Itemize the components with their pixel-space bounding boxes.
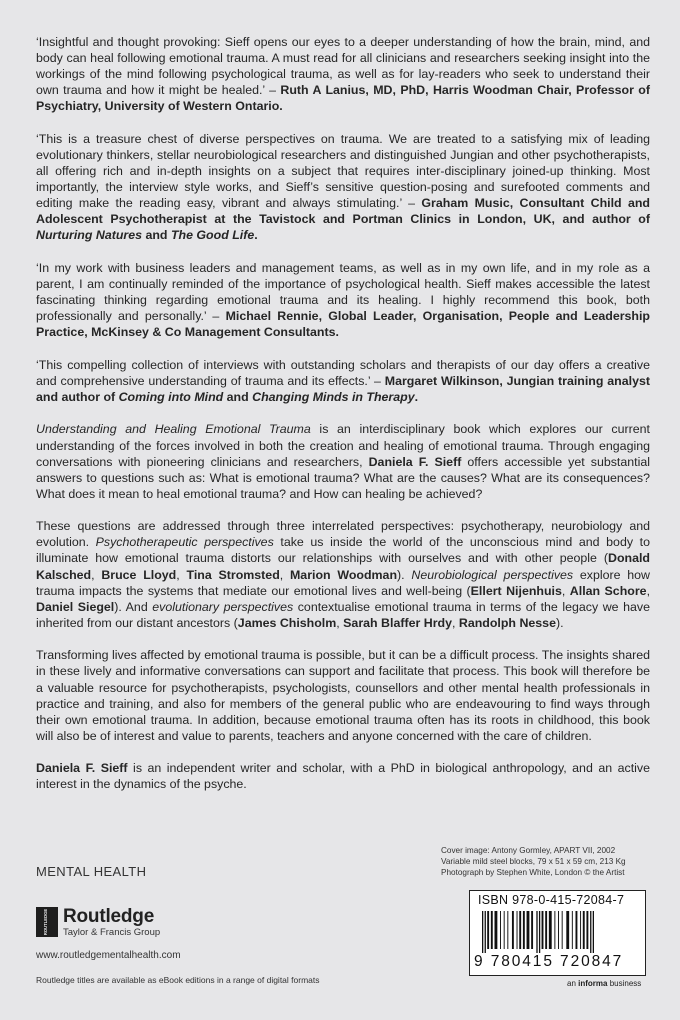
barcode-bar <box>576 911 578 949</box>
endorsement-author: Ruth A Lanius, MD, PhD, Harris Woodman Chair, Professor of Psychiatry, University of Western Ontario. <box>36 83 650 114</box>
informa-business: an informa business <box>567 979 642 988</box>
barcode-bar <box>566 911 569 949</box>
ebook-note: Routledge titles are available as eBook editions in a range of digital formats <box>36 975 320 985</box>
routledge-logo <box>36 907 160 938</box>
publisher-group: Taylor & Francis Group <box>63 927 161 938</box>
barcode-bar <box>590 911 591 953</box>
barcode-bar <box>593 911 594 953</box>
barcode-bar <box>572 911 573 949</box>
barcode-bar <box>485 911 486 953</box>
transforming-paragraph: Transforming lives affected by emotional trauma is possible, but it can be a difficult process. The insights shared in these lively and informative conversations can support and facilitate that process. This book will therefore be a valuable resource for psychotherapists, psychologists, counsellors and other mental health professionals in practice and training, and also for members of the general public who are endeavouring to find ways through their own emotional trauma. In addition, because emotional trauma often has its roots in childhood, this book will also be of interest and value to parents, teachers and anyone concerned with the care of children. <box>36 648 650 743</box>
barcode-box <box>469 890 646 976</box>
barcode-bar <box>491 911 493 949</box>
routledge-logo-icon <box>36 907 58 937</box>
barcode-bar <box>539 911 540 953</box>
book-title: Understanding and Healing Emotional Trauma <box>36 422 311 437</box>
barcode-bar <box>549 911 552 949</box>
isbn-label: ISBN 978-0-415-72084-7 <box>478 893 625 907</box>
barcode-bar <box>583 911 585 949</box>
barcode-bar <box>487 911 489 949</box>
endorsement-author: Michael Rennie, Global Leader, Organisation, People and Leadership Practice, McKinsey & Co Management Consultants. <box>36 309 650 340</box>
barcode-bar <box>519 911 521 949</box>
endorsement-author: Margaret Wilkinson, Jungian training analyst and author of Coming into Mind and Changing Minds in Therapy. <box>36 373 650 404</box>
endorsement-3: ‘In my work with business leaders and management teams, as well as in my own life, and in my role as a parent, I am continually reminded of the importance of psychological health. Sieff makes accessible the latest fascinating thinking regarding emotional trauma and its healing. I highly recommend this book, both professionally and personally.’ – Michael Rennie, Global Leader, Organisation, People and Leadership Practice, McKinsey & Co Management Consultants. <box>36 260 650 340</box>
barcode-bar <box>580 911 581 949</box>
barcode-bar <box>531 911 533 949</box>
author-bio: Daniela F. Sieff is an independent writer and scholar, with a PhD in biological anthropology, and an active interest in the dynamics of the psyche. <box>36 761 650 792</box>
barcode-bar <box>558 911 559 949</box>
endorsement-1: ‘Insightful and thought provoking: Sieff opens our eyes to a deeper understanding of how the brain, mind, and body can heal following emotional trauma. A must read for all clinicians and researchers seeking insight into the workings of the mind following psychological trauma, as well as for lay-readers who seek to understand their own trauma and how it might be healed.’ – Ruth A Lanius, MD, PhD, Harris Woodman Chair, Professor of Psychiatry, University of Western Ontario. <box>36 35 650 114</box>
endorsement-4: ‘This compelling collection of interviews with outstanding scholars and therapists of our day offers a creative and comprehensive understanding of trauma and its effects.’ – Margaret Wilkinson, Jungian training analyst and author of Coming into Mind and Changing Minds in Therapy. <box>36 357 650 404</box>
perspectives-paragraph: These questions are addressed through three interrelated perspectives: psychotherapy, neurobiology and evolution. Psychotherapeutic perspectives take us inside the world of the unconscious mind and body to illuminate how emotional trauma distorts our relationships with ourselves and with other people (Donald Kalsched, Bruce Lloyd, Tina Stromsted, Marion Woodman). Neurobiological perspectives explore how trauma impacts the systems that mediate our emotional lives and well-being (Ellert Nijenhuis, Allan Schore, Daniel Siegel). And evolutionary perspectives contextualise emotional trauma in terms of the legacy we have inherited from our distant ancestors (James Chisholm, Sarah Blaffer Hrdy, Randolph Nesse). <box>36 519 651 630</box>
publisher-name: Routledge <box>63 906 155 927</box>
endorsement-author: Graham Music, Consultant Child and Adolescent Psychotherapist at the Tavistock and Portman Clinics in London, UK, and author of Nurturing Natures and The Good Life. <box>36 196 650 243</box>
barcode-bar <box>562 911 563 949</box>
endorsement-2: ‘This is a treasure chest of diverse perspectives on trauma. We are treated to a satisfying mix of leading evolutionary thinkers, stellar neurobiological researchers and distinguished Jungian and other psychotherapists, all offering rich and in-depth insights on a subject that requires inter-disciplinary joined-up thinking. Most importantly, the interview style works, and Sieff’s sensitive question-posing and surefooted comments and editing make the reading easy, vibrant and always stimulating.’ – Graham Music, Consultant Child and Adolescent Psychotherapist at the Tavistock and Portman Clinics in London, UK, and author of Nurturing Natures and The Good Life. <box>36 131 650 243</box>
cover-credit: Cover image: Antony Gormley, APART VII, 2002 Variable mild steel blocks, 79 x 51 x 59 cm, 213 Kg Photograph by Stephen White, London © the Artist <box>441 846 626 877</box>
barcode-bar <box>536 911 537 953</box>
barcode-bar <box>554 911 555 949</box>
barcode-bar <box>517 911 518 949</box>
barcode <box>476 911 641 953</box>
barcode-bar <box>586 911 588 949</box>
barcode-bar <box>545 911 547 949</box>
barcode-digits: 9 780415 720847 <box>474 953 624 970</box>
barcode-bar <box>482 911 483 953</box>
subject-category: MENTAL HEALTH <box>36 864 147 879</box>
barcode-bar <box>527 911 530 949</box>
blurb-column <box>36 34 650 809</box>
barcode-bar <box>504 911 505 949</box>
barcode-bar <box>542 911 544 949</box>
intro-paragraph: Understanding and Healing Emotional Trauma is an interdisciplinary book which explores our current understanding of the forces involved in both the creation and healing of emotional trauma. Through engaging conversations with pioneering clinicians and researchers, Daniela F. Sieff offers accessible yet substantial answers to questions such as: What is emotional trauma? What are the causes? What are its consequences? What does it mean to heal emotional trauma? and How can healing be achieved? <box>36 422 651 501</box>
barcode-bar <box>523 911 525 949</box>
publisher-url[interactable]: www.routledgementalhealth.com <box>36 950 181 961</box>
barcode-bar <box>495 911 498 949</box>
barcode-bar <box>500 911 501 949</box>
barcode-bar <box>507 911 508 949</box>
barcode-bar <box>512 911 514 949</box>
svg-text:ROUTLEDGE: ROUTLEDGE <box>43 909 48 936</box>
